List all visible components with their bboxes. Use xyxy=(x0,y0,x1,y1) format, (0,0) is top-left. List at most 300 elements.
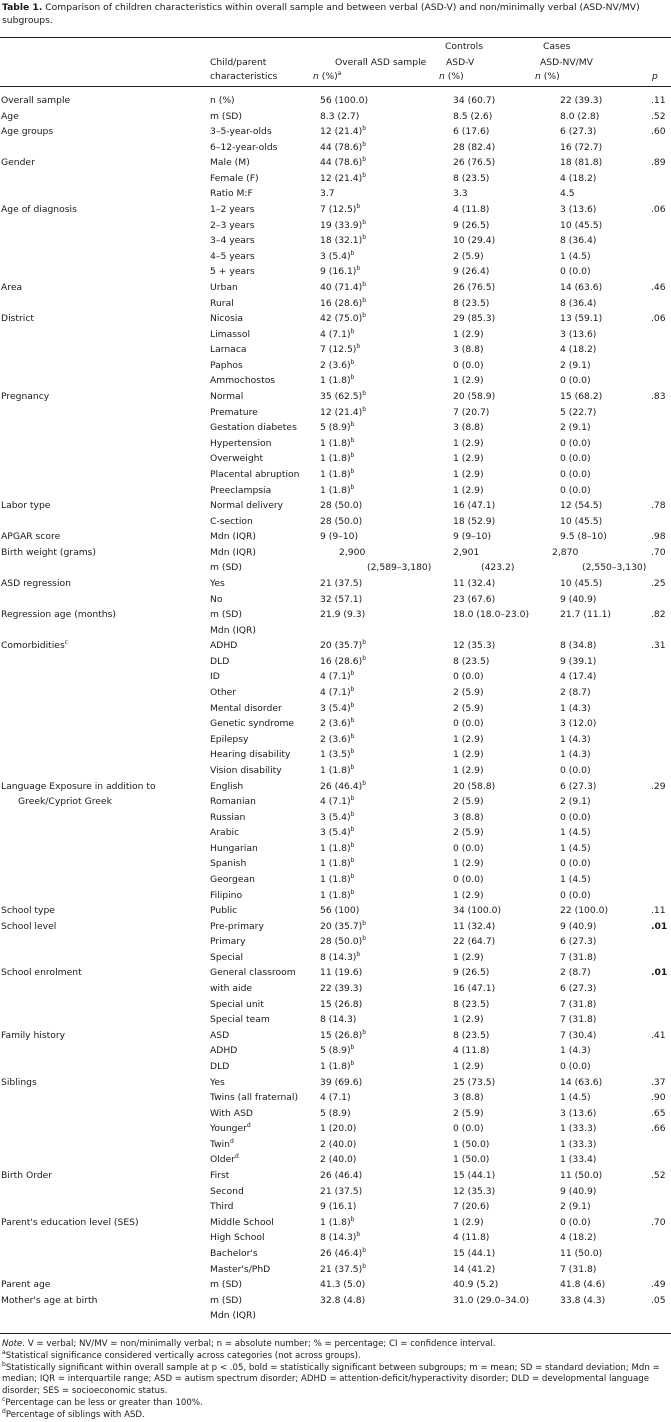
table-row xyxy=(0,390,671,405)
row-overall: 5 $(8.9)^b$ xyxy=(320,421,355,434)
row-asd-v: 22 (64.7) xyxy=(453,936,496,948)
row-overall-sup: b xyxy=(350,421,355,429)
row-section: Language Exposure in addition to xyxy=(1,780,156,792)
table-row xyxy=(0,873,671,888)
row-characteristic: Urban xyxy=(210,281,238,293)
row-p-value: .06 xyxy=(651,313,666,325)
row-overall: 1 $(1.8)^b$ xyxy=(320,374,355,387)
row-asd-nv: 0 (0.0) xyxy=(560,437,591,449)
table-row xyxy=(0,1294,671,1309)
row-asd-nv: 9 (40.9) xyxy=(560,593,597,605)
row-overall: 1 $(1.8)^b$ xyxy=(320,452,355,465)
row-overall: 5 (8.9) xyxy=(320,1107,351,1119)
row-overall: 3 $(5.4)^b$ xyxy=(320,701,355,714)
note-text: V = verbal; NV/MV = non/minimally verbal; n = absolute number; % = percentage; CI = confidence interval. xyxy=(27,1339,496,1349)
row-overall: 28 (50.0) xyxy=(320,515,363,527)
row-characteristic: Larnaca xyxy=(210,344,247,356)
row-characteristic: Mdn (IQR) xyxy=(210,1310,256,1322)
header-v-n xyxy=(439,71,464,82)
table-row xyxy=(0,1138,671,1153)
row-overall: 4 $(7.1)^b$ xyxy=(320,685,355,699)
row-characteristic: English xyxy=(210,780,244,792)
row-characteristic: Premature xyxy=(210,406,258,418)
table-row xyxy=(0,842,671,857)
row-overall: 9 (16.1) xyxy=(320,1201,357,1213)
row-asd-v: 6 (17.6) xyxy=(453,126,490,138)
row-characteristic: Hungarian xyxy=(210,842,258,854)
row-asd-nv: 7 (31.8) xyxy=(560,1263,597,1275)
table-row xyxy=(0,982,671,997)
row-characteristic: Mental disorder xyxy=(210,702,282,714)
row-asd-nv: 14 (63.6) xyxy=(560,281,603,293)
row-asd-nv: 4 (18.2) xyxy=(560,172,597,184)
row-overall: 5 $(8.9)^b$ xyxy=(320,1044,355,1057)
row-asd-nv: 33.8 (4.3) xyxy=(560,1294,606,1306)
row-overall: (2,589–3,180) xyxy=(367,562,432,574)
row-section-sup: c xyxy=(64,639,69,647)
row-asd-nv: 6 (27.3) xyxy=(560,936,597,948)
header-child-parent: Child/parent xyxy=(210,57,267,68)
row-asd-nv: 12 (54.5) xyxy=(560,500,603,512)
table-row xyxy=(0,468,671,483)
row-overall: 56 (100.0) xyxy=(320,95,369,106)
header-pct: (%) xyxy=(447,71,464,82)
row-section: School type xyxy=(1,905,55,917)
row-asd-v: 7 (20.7) xyxy=(453,406,490,418)
row-overall: 39 (69.6) xyxy=(320,1076,363,1088)
row-p-value: .46 xyxy=(651,281,666,293)
note-a-text: Statistical significance considered vertically across categories (not across groups). xyxy=(5,1350,361,1361)
row-asd-nv: 4 (18.2) xyxy=(560,1232,597,1244)
row-asd-nv: 0 (0.0) xyxy=(560,266,591,278)
row-overall-sup: b xyxy=(350,841,355,849)
table-row xyxy=(0,857,671,872)
table-row xyxy=(0,141,671,156)
table-row xyxy=(0,686,671,701)
row-overall-sup: b xyxy=(350,436,355,444)
row-overall: 2,900 xyxy=(339,546,366,558)
row-overall-sup: b xyxy=(362,156,367,164)
table-row xyxy=(0,624,671,639)
header-p: p xyxy=(652,71,658,82)
row-asd-nv: 8.0 (2.8) xyxy=(560,110,600,122)
row-asd-v: 1 (50.0) xyxy=(453,1154,490,1166)
row-asd-nv: 0 (0.0) xyxy=(560,764,591,776)
row-overall: 1 $(3.5)^b$ xyxy=(320,748,355,761)
row-p-value: .98 xyxy=(651,531,666,543)
row-asd-nv: 0 (0.0) xyxy=(560,1060,591,1072)
row-overall: 22 (39.3) xyxy=(320,983,363,995)
header-overall-n xyxy=(313,71,341,82)
row-overall: 15 (26.8) xyxy=(320,998,363,1010)
row-section: Parent's education level (SES) xyxy=(1,1216,139,1228)
row-p-value: .41 xyxy=(651,1029,666,1041)
row-overall-sup: b xyxy=(350,857,355,865)
row-asd-v: 9 (26.5) xyxy=(453,967,490,979)
table-row xyxy=(0,608,671,623)
row-characteristic: Spanish xyxy=(210,858,247,870)
row-section: Age of diagnosis xyxy=(1,204,77,216)
row-asd-nv: 0 (0.0) xyxy=(560,858,591,870)
row-section: Gender xyxy=(1,157,35,169)
row-section: Mother's age at birth xyxy=(1,1294,98,1306)
row-overall-sup: b xyxy=(350,717,355,725)
row-overall: 1 $(1.8)^b$ xyxy=(320,483,355,496)
row-asd-v: 8 (23.5) xyxy=(453,297,490,309)
table-row xyxy=(0,281,671,296)
row-overall: 26 $(46.4)^b$ xyxy=(320,1246,367,1259)
row-asd-v: 8 (23.5) xyxy=(453,655,490,667)
row-overall-sup: b xyxy=(350,1059,355,1067)
row-characteristic: 1–2 years xyxy=(210,204,255,216)
row-overall-sup: b xyxy=(350,670,355,678)
row-asd-nv: 13 (59.1) xyxy=(560,313,603,325)
row-asd-v: 2 (5.9) xyxy=(453,702,484,714)
row-overall-sup: b xyxy=(350,872,355,880)
row-asd-nv: 6 (27.3) xyxy=(560,983,597,995)
row-overall: 7 $(12.5)^b$ xyxy=(320,343,361,356)
row-characteristic: Nicosia xyxy=(210,313,244,325)
row-overall: 3 $(5.4)^b$ xyxy=(320,249,355,262)
row-characteristic: 3–5-year-olds xyxy=(210,126,272,138)
row-overall: 16 $(28.6)^b$ xyxy=(320,296,367,309)
row-characteristic: Vision disability xyxy=(210,764,282,776)
row-asd-nv: 2 (8.7) xyxy=(560,687,591,699)
row-overall-sup: b xyxy=(362,405,367,413)
row-asd-v: 23 (67.6) xyxy=(453,593,496,605)
row-overall-sup: b xyxy=(356,343,361,351)
row-characteristic: Mdn (IQR) xyxy=(210,531,256,543)
row-overall: 26 (46.4) xyxy=(320,1170,363,1182)
row-p-value: .11 xyxy=(651,905,666,917)
row-characteristic: 2–3 years xyxy=(210,219,255,231)
table-row xyxy=(0,561,671,576)
row-asd-v: 11 (32.4) xyxy=(453,577,496,589)
row-asd-nv: 14 (63.6) xyxy=(560,1076,603,1088)
row-characteristic: Mdn (IQR) xyxy=(210,546,256,558)
row-asd-nv: 1 (4.5) xyxy=(560,842,591,854)
row-asd-nv: 0 (0.0) xyxy=(560,1216,591,1228)
table-row xyxy=(0,484,671,499)
row-asd-v: 1 (2.9) xyxy=(453,951,484,963)
row-characteristic: Special team xyxy=(210,1014,270,1026)
row-asd-v: 2 (5.9) xyxy=(453,687,484,699)
row-asd-v: 4 (11.8) xyxy=(453,1232,490,1244)
row-asd-v: 34 (100.0) xyxy=(453,905,502,917)
row-overall: 1 $(1.8)^b$ xyxy=(320,872,355,885)
table-row xyxy=(0,593,671,608)
table-row xyxy=(0,172,671,187)
row-asd-nv: 0 (0.0) xyxy=(560,889,591,901)
row-overall-sup: b xyxy=(350,685,355,693)
row-asd-nv: 41.8 (4.6) xyxy=(560,1279,606,1291)
row-asd-v: 31.0 (29.0–34.0) xyxy=(453,1294,530,1306)
row-asd-v: 0 (0.0) xyxy=(453,1123,484,1135)
row-asd-nv: 7 (30.4) xyxy=(560,1029,597,1041)
row-overall-sup: b xyxy=(350,888,355,896)
row-p-value: .52 xyxy=(651,1170,666,1182)
row-characteristic: First xyxy=(210,1170,230,1182)
row-characteristic: 4–5 years xyxy=(210,250,255,262)
row-characteristic: Mdn (IQR) xyxy=(210,624,256,636)
row-characteristic: Female (F) xyxy=(210,172,259,184)
row-overall: 1 $(1.8)^b$ xyxy=(320,763,355,776)
row-overall-sup: b xyxy=(362,125,367,133)
row-section: ASD regression xyxy=(1,577,71,589)
table-notes xyxy=(2,1339,669,1422)
table-row xyxy=(0,764,671,779)
row-asd-v: 25 (73.5) xyxy=(453,1076,496,1088)
row-overall: 19 $(33.9)^b$ xyxy=(320,218,367,231)
row-p-value: .65 xyxy=(651,1107,666,1119)
table-row xyxy=(0,966,671,981)
row-overall: 4 (7.1) xyxy=(320,1092,351,1104)
row-characteristic: Genetic syndrome xyxy=(210,718,295,730)
row-asd-nv: 6 (27.3) xyxy=(560,126,597,138)
row-asd-nv: (2,550–3,130) xyxy=(582,562,647,574)
row-overall: 15 $(26.8)^b$ xyxy=(320,1028,367,1041)
row-asd-v: 0 (0.0) xyxy=(453,359,484,371)
row-asd-v: 18 (52.9) xyxy=(453,515,496,527)
row-asd-nv: 10 (45.5) xyxy=(560,577,603,589)
table-label: Table 1. xyxy=(2,2,43,13)
row-characteristic: Yes xyxy=(210,1076,225,1088)
row-characteristic-sup: d xyxy=(229,1137,234,1145)
header-cases: Cases xyxy=(543,41,571,52)
table-row xyxy=(0,1107,671,1122)
table-row xyxy=(0,717,671,732)
row-asd-v: 4 (11.8) xyxy=(453,1045,490,1057)
row-asd-nv: 22 (39.3) xyxy=(560,95,603,106)
row-characteristic: Normal delivery xyxy=(210,500,284,512)
note-d-text: Percentage of siblings with ASD. xyxy=(5,1409,145,1420)
row-asd-v: 0 (0.0) xyxy=(453,718,484,730)
row-overall: 26 $(46.4)^b$ xyxy=(320,779,367,792)
row-p-value: .78 xyxy=(651,500,666,512)
row-overall-sup: b xyxy=(362,639,367,647)
row-asd-nv: 1 (4.5) xyxy=(560,1092,591,1104)
row-characteristic: Male (M) xyxy=(210,157,250,169)
row-overall-sup: b xyxy=(362,234,367,242)
row-characteristic: Pre-primary xyxy=(210,920,264,932)
table-caption xyxy=(2,2,669,27)
row-p-value: .06 xyxy=(651,204,666,216)
row-overall: 44 $(78.6)^b$ xyxy=(320,140,367,153)
row-characteristic: Limassol xyxy=(210,328,250,340)
table-row xyxy=(0,452,671,467)
row-asd-nv: 10 (45.5) xyxy=(560,515,603,527)
table-row xyxy=(0,670,671,685)
table-row xyxy=(0,297,671,312)
row-overall: 2 $(3.6)^b$ xyxy=(320,717,355,730)
row-section: Comorbidities$^c$ xyxy=(1,639,69,652)
header-asd-nv: ASD-NV/MV xyxy=(540,57,593,68)
row-overall: 35 $(62.5)^b$ xyxy=(320,389,367,403)
row-overall: 32.8 (4.8) xyxy=(320,1294,366,1306)
row-characteristic: Preeclampsia xyxy=(210,484,272,496)
row-asd-nv: 4 (17.4) xyxy=(560,671,597,683)
row-asd-v: 2,901 xyxy=(453,546,480,558)
row-characteristic: No xyxy=(210,593,223,605)
row-asd-nv: 3 (13.6) xyxy=(560,1107,597,1119)
row-overall: 1 $(1.8)^b$ xyxy=(320,436,355,449)
header-n-italic: n xyxy=(535,71,541,82)
row-overall: 41.3 (5.0) xyxy=(320,1279,366,1291)
table-row xyxy=(0,748,671,763)
row-asd-nv: 9 (40.9) xyxy=(560,920,597,932)
row-overall-sup: b xyxy=(362,171,367,179)
row-characteristic: Other xyxy=(210,687,237,699)
row-characteristic: 3–4 years xyxy=(210,235,255,247)
row-asd-v: 34 (60.7) xyxy=(453,95,496,106)
row-asd-v: 1 (2.9) xyxy=(453,328,484,340)
row-characteristic: with aide xyxy=(210,983,253,995)
row-asd-nv: 7 (31.8) xyxy=(560,951,597,963)
row-overall: 44 $(78.6)^b$ xyxy=(320,156,367,169)
row-overall: 8.3 (2.7) xyxy=(320,110,360,122)
row-asd-v: 1 (2.9) xyxy=(453,764,484,776)
row-asd-v: 26 (76.5) xyxy=(453,157,496,169)
row-overall: 2 $(3.6)^b$ xyxy=(320,732,355,745)
row-asd-v: 1 (2.9) xyxy=(453,375,484,387)
row-section: Area xyxy=(1,281,23,293)
table-row xyxy=(0,437,671,452)
row-characteristic: m (SD) xyxy=(210,1279,242,1291)
row-asd-nv: 0 (0.0) xyxy=(560,453,591,465)
row-overall: 42 $(75.0)^b$ xyxy=(320,312,367,325)
table-row xyxy=(0,234,671,249)
table-row xyxy=(0,1185,671,1200)
table-row xyxy=(0,951,671,966)
table-row xyxy=(0,1013,671,1028)
row-asd-nv: 1 (33.4) xyxy=(560,1154,597,1166)
row-overall-sup: b xyxy=(350,327,355,335)
table-row xyxy=(0,811,671,826)
row-characteristic: ADHD xyxy=(210,1045,238,1057)
table-row xyxy=(0,219,671,234)
row-characteristic: Second xyxy=(210,1185,244,1197)
row-overall: 1 $(1.8)^b$ xyxy=(320,857,355,870)
note-c-mark: c xyxy=(2,1396,6,1404)
row-overall-sup: b xyxy=(362,654,367,662)
row-overall-sup: b xyxy=(356,265,361,273)
row-asd-v: 2 (5.9) xyxy=(453,827,484,839)
note-c-text: Percentage can be less or greater than 100%. xyxy=(5,1397,203,1408)
table-row xyxy=(0,94,671,109)
table-row xyxy=(0,312,671,327)
row-characteristic: Romanian xyxy=(210,796,256,808)
row-p-value: .01 xyxy=(651,967,668,979)
row-overall-sup: b xyxy=(362,218,367,226)
table-row xyxy=(0,1309,671,1324)
row-section: Birth weight (grams) xyxy=(1,546,97,558)
row-asd-nv: 18 (81.8) xyxy=(560,157,603,169)
row-asd-nv: 11 (50.0) xyxy=(560,1247,603,1259)
row-asd-v: 3 (8.8) xyxy=(453,1092,484,1104)
row-overall: 1 (20.0) xyxy=(320,1123,357,1135)
row-characteristic: Twins (all fraternal) xyxy=(210,1092,299,1104)
row-characteristic: Older$^d$ xyxy=(210,1153,239,1166)
table-row xyxy=(0,1231,671,1246)
header-n-italic: n xyxy=(439,71,445,82)
table-row xyxy=(0,577,671,592)
row-characteristic: Georgean xyxy=(210,874,255,885)
row-asd-nv: 8 (36.4) xyxy=(560,297,597,309)
row-section: Family history xyxy=(1,1029,66,1041)
row-overall: 28 (50.0) xyxy=(320,500,363,512)
row-asd-v: 26 (76.5) xyxy=(453,281,496,293)
row-overall: 3.7 xyxy=(320,188,335,200)
table-row xyxy=(0,156,671,171)
row-asd-nv: 8 (34.8) xyxy=(560,640,597,652)
row-section: Labor type xyxy=(1,500,51,512)
row-characteristic: Third xyxy=(210,1201,234,1213)
row-overall: 1 $(1.8)^b$ xyxy=(320,467,355,480)
row-characteristic: m (SD) xyxy=(210,562,242,574)
row-asd-v: 3 (8.8) xyxy=(453,422,484,434)
table-title: Comparison of children characteristics within overall sample and between verbal (ASD-V) and non/minimally verbal (ASD-NV/MV) subgroups. xyxy=(2,2,640,26)
table-row xyxy=(0,904,671,919)
row-p-value: .52 xyxy=(651,110,666,122)
row-overall: 9 (9–10) xyxy=(320,531,359,543)
table-row xyxy=(0,187,671,202)
row-asd-v: 0 (0.0) xyxy=(453,874,484,885)
row-overall: 12 $(21.4)^b$ xyxy=(320,171,367,184)
row-asd-nv: 5 (22.7) xyxy=(560,406,597,418)
row-overall: 21 (37.5) xyxy=(320,1185,363,1197)
row-asd-nv: 3 (13.6) xyxy=(560,204,597,216)
row-characteristic: Yes xyxy=(210,577,225,589)
table-row xyxy=(0,250,671,265)
row-overall-sup: b xyxy=(362,919,367,927)
row-p-value: .11 xyxy=(651,95,666,106)
row-p-value: .83 xyxy=(651,391,666,403)
row-overall-sup: b xyxy=(362,296,367,304)
row-characteristic: Overweight xyxy=(210,453,264,465)
row-asd-v: 1 (2.9) xyxy=(453,453,484,465)
row-asd-v: 8 (23.5) xyxy=(453,172,490,184)
row-overall: 20 $(35.7)^b$ xyxy=(320,919,367,932)
row-asd-nv: 15 (68.2) xyxy=(560,391,603,403)
row-asd-nv: 7 (31.8) xyxy=(560,1014,597,1026)
row-overall-sup: b xyxy=(350,249,355,257)
row-overall-sup: b xyxy=(350,374,355,382)
row-p-value: .66 xyxy=(651,1123,666,1135)
row-asd-v: 1 (2.9) xyxy=(453,468,484,480)
header-rule xyxy=(0,86,671,87)
row-asd-v: 1 (2.9) xyxy=(453,1060,484,1072)
row-asd-v: 2 (5.9) xyxy=(453,1107,484,1119)
row-p-value: .25 xyxy=(651,577,666,589)
row-asd-v: 0 (0.0) xyxy=(453,842,484,854)
row-p-value: .90 xyxy=(651,1092,666,1104)
row-characteristic: ID xyxy=(210,671,220,683)
row-asd-v: 4 (11.8) xyxy=(453,204,490,216)
note-label: Note. xyxy=(2,1339,26,1349)
row-characteristic: Placental abruption xyxy=(210,468,300,480)
table-row xyxy=(0,546,671,561)
row-characteristic: 6–12-year-olds xyxy=(210,141,278,153)
table-row xyxy=(0,343,671,358)
note-b-mark: b xyxy=(2,1360,6,1368)
row-section: Age groups xyxy=(1,126,54,138)
row-characteristic: Special unit xyxy=(210,998,264,1010)
header-asd-v: ASD-V xyxy=(446,57,475,68)
note-c xyxy=(2,1398,669,1410)
row-p-value: .31 xyxy=(651,640,666,652)
table-row xyxy=(0,1076,671,1091)
row-asd-v: 8.5 (2.6) xyxy=(453,110,493,122)
